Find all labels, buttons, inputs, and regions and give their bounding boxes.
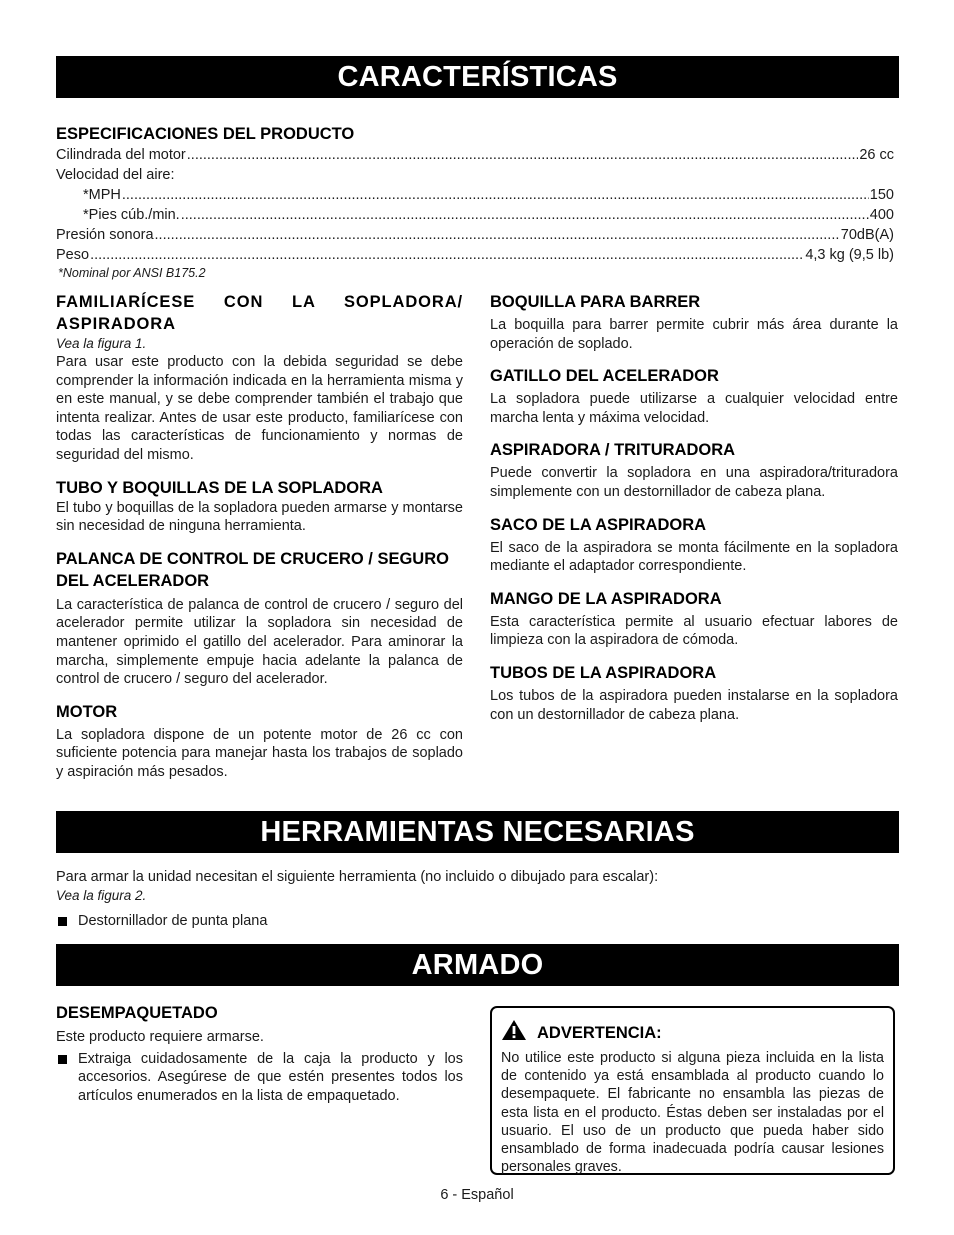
- figure-reference: Vea la figura 1.: [56, 336, 147, 351]
- section-title: TUBO Y BOQUILLAS DE LA SOPLADORA: [56, 478, 383, 497]
- leader-dots: [181, 205, 869, 225]
- spec-value: 26 cc: [859, 147, 894, 163]
- section-saco: [490, 514, 898, 576]
- section-title: TUBOS DE LA ASPIRADORA: [490, 663, 717, 682]
- leader-dots: [90, 245, 804, 265]
- bullet-square-icon: [58, 1055, 67, 1064]
- section-text: El saco de la aspiradora se monta fácilmente en la sopladora mediante el adaptador correspondiente.: [490, 539, 898, 575]
- section-text: La sopladora puede utilizarse a cualquier velocidad entre marcha lenta y máxima velocidad.: [490, 391, 898, 426]
- section-mango: [490, 588, 898, 650]
- section-title: BOQUILLA PARA BARRER: [490, 293, 701, 311]
- section-text: Puede convertir la sopladora en una aspiradora/trituradora simplemente con un destornillador de cabeza plana.: [490, 465, 898, 500]
- section-title: MOTOR: [56, 702, 118, 721]
- section-title: DESEMPAQUETADO: [56, 1004, 218, 1022]
- section-tubo: [56, 477, 463, 536]
- spec-value: 150: [869, 187, 894, 203]
- section-title: FAMILIARÍCESE CON LA SOPLADORA/ ASPIRADORA: [56, 293, 463, 333]
- right-column: [490, 291, 898, 736]
- spec-row-peso: [56, 245, 894, 265]
- section-title: GATILLO DEL ACELERADOR: [490, 367, 719, 386]
- section-text: Esta característica permite al usuario efectuar labores de limpieza con la aspiradora de cómoda.: [490, 613, 898, 649]
- figure-reference: Vea la figura 2.: [56, 887, 147, 903]
- leader-dots: [155, 225, 840, 245]
- section-familiaricese: [56, 291, 463, 465]
- section-aspiradora: [490, 439, 898, 501]
- section-palanca: [56, 548, 463, 689]
- section-text: La boquilla para barrer permite cubrir más área durante la operación de soplado.: [490, 317, 898, 352]
- section-gatillo: [490, 365, 898, 427]
- list-item-text: Extraiga cuidadosamente de la caja la producto y los accesorios. Asegúrese de que estén presentes todos los artículos enumerados en la lista de empaquetado.: [78, 1050, 463, 1104]
- section-text: Para usar este producto con la debida seguridad se debe comprender la información indicada en la herramienta misma y en este manual, y se debe comprender también el trabajo que intenta realizar. Antes de usar este producto, familiarícese con todas las características de funcionamiento y normas de seguridad del mismo.: [56, 354, 463, 463]
- section-title: ASPIRADORA / TRITURADORA: [490, 441, 736, 460]
- spec-label: Peso: [56, 247, 90, 263]
- desempaquetado-section: [56, 1002, 463, 1105]
- section-text: La sopladora dispone de un potente motor de 26 cc con suficiente potencia para manejar hasta los trabajos de soplado y aspiración más pesados.: [56, 726, 463, 780]
- warning-title: ADVERTENCIA:: [537, 1023, 662, 1042]
- leader-dots: [187, 145, 859, 165]
- section-text: Este producto requiere armarse.: [56, 1029, 264, 1045]
- section-motor: [56, 701, 463, 782]
- banner-armado: ARMADO: [56, 944, 899, 986]
- warning-text: No utilice este producto si alguna pieza incluida en la lista de contenido ya está ensamblada al producto cuando lo desempaquete. El fabricante no ensambla las piezas de esta lista en el producto. Éstas deben ser instaladas por el usuario. El uso de un producto que pueda haber sido ensamblado de forma inadecuada podría causar lesiones personales graves.: [501, 1050, 884, 1176]
- section-title: MANGO DE LA ASPIRADORA: [490, 589, 722, 608]
- leader-dots: [122, 185, 869, 205]
- spec-row-mph: [83, 185, 894, 205]
- spec-label: Cilindrada del motor: [56, 147, 186, 163]
- spec-row-cilindrada: [56, 145, 894, 165]
- spec-label: *Pies cúb./min.: [83, 207, 180, 223]
- spec-value: 400: [869, 207, 894, 223]
- section-boquilla: [490, 291, 898, 353]
- herramientas-intro: Para armar la unidad necesitan el siguiente herramienta (no incluido o dibujado para escalar):: [56, 869, 659, 885]
- spec-row-presion: [56, 225, 894, 245]
- spec-row-pies: [83, 205, 894, 225]
- section-text: La característica de palanca de control de crucero / seguro del acelerador permite utilizar la sopladora sin necesidad de mantener oprimido el gatillo del acelerador. Para aminorar la marcha, simplemente empuje hacia adelante la palanca de control de crucero / seguro del acelerador.: [56, 596, 463, 688]
- spec-label: Presión sonora: [56, 227, 154, 243]
- specs-title: ESPECIFICACIONES DEL PRODUCTO: [56, 125, 355, 143]
- section-text: Los tubos de la aspiradora pueden instalarse en la sopladora con un destornillador de cabeza plana.: [490, 687, 898, 723]
- spec-value: 4,3 kg (9,5 lb): [805, 247, 894, 263]
- banner-herramientas: HERRAMIENTAS NECESARIAS: [56, 811, 899, 853]
- bullet-square-icon: [58, 917, 67, 926]
- specs-note: *Nominal por ANSI B175.2: [58, 266, 206, 280]
- spec-label: *MPH: [83, 187, 121, 203]
- left-column: [56, 291, 463, 794]
- list-item-text: Destornillador de punta plana: [78, 912, 268, 929]
- warning-header: [501, 1019, 884, 1046]
- section-title: PALANCA DE CONTROL DE CRUCERO / SEGURO DEL ACELERADOR: [56, 549, 449, 590]
- spec-row-velocidad: [56, 165, 894, 185]
- page-footer: 6 - Español: [440, 1187, 514, 1203]
- section-tubos: [490, 662, 898, 724]
- warning-box: [490, 1006, 895, 1175]
- section-title: SACO DE LA ASPIRADORA: [490, 515, 707, 534]
- section-text: El tubo y boquillas de la sopladora pueden armarse y montarse sin necesidad de ninguna herramienta.: [56, 499, 463, 535]
- warning-triangle-icon: [501, 1019, 527, 1046]
- herramientas-section: [56, 868, 899, 930]
- spec-label: Velocidad del aire:: [56, 167, 175, 183]
- list-item: [56, 912, 899, 931]
- banner-caracteristicas: CARACTERÍSTICAS: [56, 56, 899, 98]
- list-item: [56, 1050, 463, 1106]
- spec-value: 70dB(A): [840, 227, 894, 243]
